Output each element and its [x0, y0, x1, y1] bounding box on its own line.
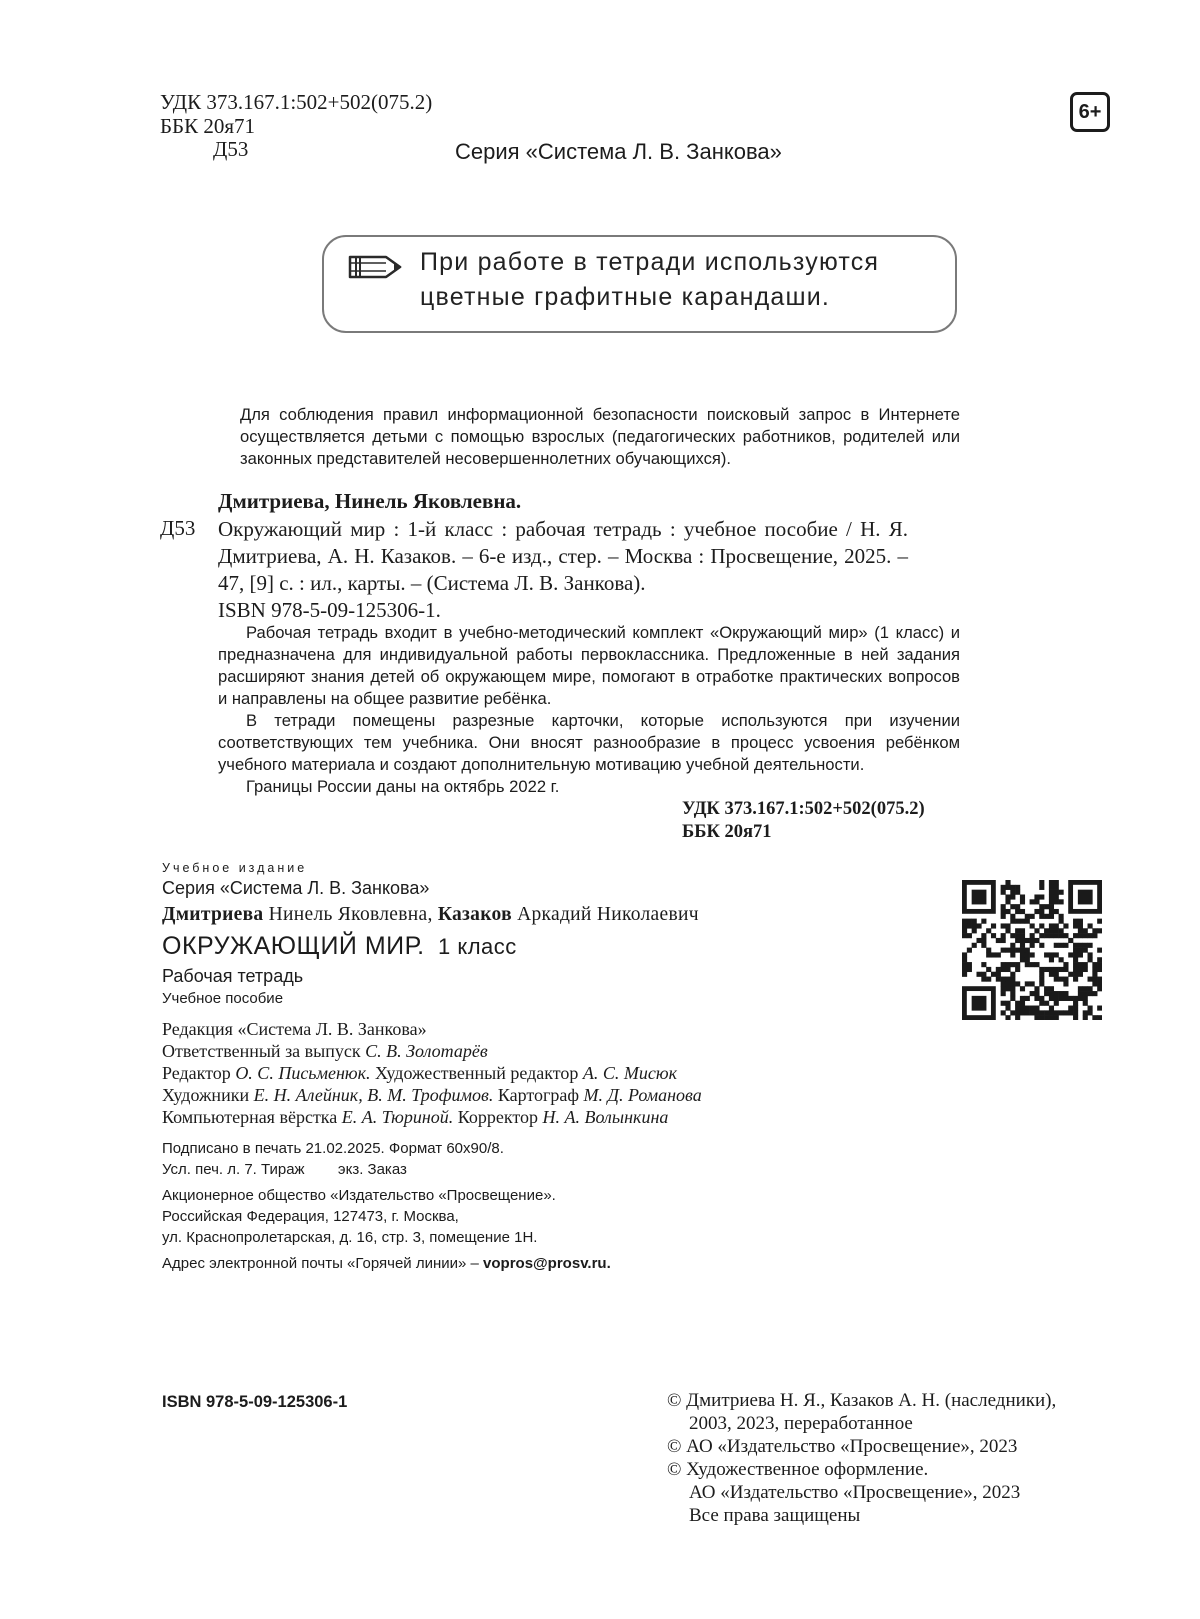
hotline-email-value: vopros@prosv.ru.	[483, 1255, 611, 1272]
author1-surname: Дмитриева	[162, 904, 264, 925]
print-info	[162, 1138, 611, 1274]
age-rating-badge: 6+	[1070, 92, 1110, 132]
credits-person: А. С. Мисюк	[582, 1063, 678, 1083]
pencil-notice-box	[322, 235, 957, 333]
book-title	[162, 932, 517, 961]
credits-label: Художественный редактор	[375, 1063, 579, 1083]
udk-code-bold: УДК 373.167.1:502+502(075.2)	[682, 799, 925, 819]
book-title-text: ОКРУЖАЮЩИЙ МИР.	[162, 932, 425, 960]
bbk-code-bold: ББК 20я71	[682, 822, 772, 842]
credits-responsible	[162, 1040, 702, 1062]
credits-person: М. Д. Романова	[583, 1085, 702, 1105]
credits-person: Е. А. Тюриной.	[341, 1107, 454, 1127]
copyright-line: Все права защищены	[689, 1505, 861, 1526]
author2-name: Аркадий Николаевич	[517, 904, 699, 925]
print-sheets: Усл. печ. л. 7. Тираж экз. Заказ	[162, 1161, 407, 1178]
author1-name: Нинель Яковлевна,	[268, 904, 433, 925]
credits-layout	[162, 1106, 702, 1128]
isbn-footer: ISBN 978-5-09-125306-1	[162, 1393, 348, 1411]
copyright-line: АО «Издательство «Просвещение», 2023	[689, 1482, 1021, 1503]
annotation-paragraph: Рабочая тетрадь входит в учебно-методический комплект «Окружающий мир» (1 класс) и предназначена для индивидуальной работы первоклассника. Предложенные в ней задания расширяют знания детей об окружающем мире, помогают в отработке практических вопросов и направлены на общее развитие ребёнка.	[218, 623, 960, 708]
bibliography-text: Окружающий мир : 1-й класс : рабочая тетрадь : учебное пособие / Н. Я. Дмитриева, А. Н. Казаков. – 6-е изд., стер. – Москва : Просвещение, 2025. – 47, [9] с. : ил., карты. – (Система Л. В. Занкова).	[218, 517, 908, 595]
bibliography-description	[218, 516, 908, 624]
publisher-address: Российская Федерация, 127473, г. Москва,	[162, 1208, 459, 1225]
annotation	[218, 622, 960, 798]
publisher-street: ул. Краснопролетарская, д. 16, стр. 3, помещение 1Н.	[162, 1229, 538, 1246]
credits-label: Ответственный за выпуск	[162, 1041, 361, 1061]
book-type: Рабочая тетрадь	[162, 966, 304, 986]
book-grade: 1 класс	[438, 934, 517, 959]
book-subtype: Учебное пособие	[162, 990, 284, 1007]
bibliography-classification	[682, 798, 925, 844]
credits-label: Редактор	[162, 1063, 231, 1083]
copyright-line: 2003, 2023, переработанное	[689, 1413, 913, 1434]
credits-block	[162, 1018, 702, 1128]
udk-code: УДК 373.167.1:502+502(075.2)	[160, 90, 433, 114]
bbk-code: ББК 20я71	[160, 114, 256, 138]
credits-person: С. В. Золотарёв	[365, 1041, 488, 1061]
credits-person: Н. А. Волынкина	[542, 1107, 669, 1127]
bibliography-isbn: ISBN 978-5-09-125306-1.	[218, 598, 441, 622]
series-title: Серия «Система Л. В. Занкова»	[455, 139, 782, 164]
credits-person: О. С. Письменюк.	[235, 1063, 371, 1083]
author2-surname: Казаков	[437, 904, 512, 925]
print-signed: Подписано в печать 21.02.2025. Формат 60x90/8.	[162, 1140, 504, 1157]
header-classification	[160, 90, 432, 138]
hotline-email	[162, 1253, 611, 1274]
qr-code-icon	[962, 880, 1102, 1020]
internet-safety-notice: Для соблюдения правил информационной безопасности поисковый запрос в Интернете осуществляется детьми с помощью взрослых (педагогических работников, родителей или законных представителей несовершеннолетних обучающихся).	[240, 405, 960, 468]
bibliography-author-heading: Дмитриева, Нинель Яковлевна.	[218, 489, 522, 513]
imprint-authors	[162, 904, 699, 926]
edition-type-label: Учебное издание	[162, 861, 308, 875]
credits-edition-office: Редакция «Система Л. В. Занкова»	[162, 1019, 427, 1039]
bibliography-author-sign: Д53	[160, 516, 196, 540]
copyright-line: © Дмитриева Н. Я., Казаков А. Н. (наследники),	[667, 1390, 1057, 1411]
annotation-paragraph: В тетради помещены разрезные карточки, которые используются при изучении соответствующих тем учебника. Они вносят разнообразие в процесс усвоения ребёнком учебного материала и создают дополнительную мотивацию учебной деятельности.	[218, 711, 960, 774]
author-sign: Д53	[213, 137, 249, 161]
credits-person: Е. Н. Алейник, В. М. Трофимов.	[253, 1085, 494, 1105]
imprint-series: Серия «Система Л. В. Занкова»	[162, 878, 430, 898]
credits-label: Художники	[162, 1085, 250, 1105]
credits-label: Компьютерная вёрстка	[162, 1107, 338, 1127]
credits-label: Корректор	[457, 1107, 539, 1127]
hotline-email-label: Адрес электронной почты «Горячей линии» –	[162, 1255, 479, 1272]
pencil-icon	[346, 251, 404, 283]
credits-label: Картограф	[497, 1085, 580, 1105]
copyright-line: © АО «Издательство «Просвещение», 2023	[667, 1436, 1018, 1457]
pencil-notice-line2: цветные графитные карандаши.	[420, 283, 831, 311]
copyright-block	[667, 1390, 1056, 1528]
pencil-notice-line1: При работе в тетради используются	[420, 248, 880, 276]
pencil-notice-text	[420, 245, 879, 315]
credits-editors	[162, 1062, 702, 1084]
credits-artists	[162, 1084, 702, 1106]
annotation-paragraph: Границы России даны на октябрь 2022 г.	[246, 777, 560, 796]
copyright-line: © Художественное оформление.	[667, 1459, 929, 1480]
publisher-name: Акционерное общество «Издательство «Просвещение».	[162, 1187, 556, 1204]
